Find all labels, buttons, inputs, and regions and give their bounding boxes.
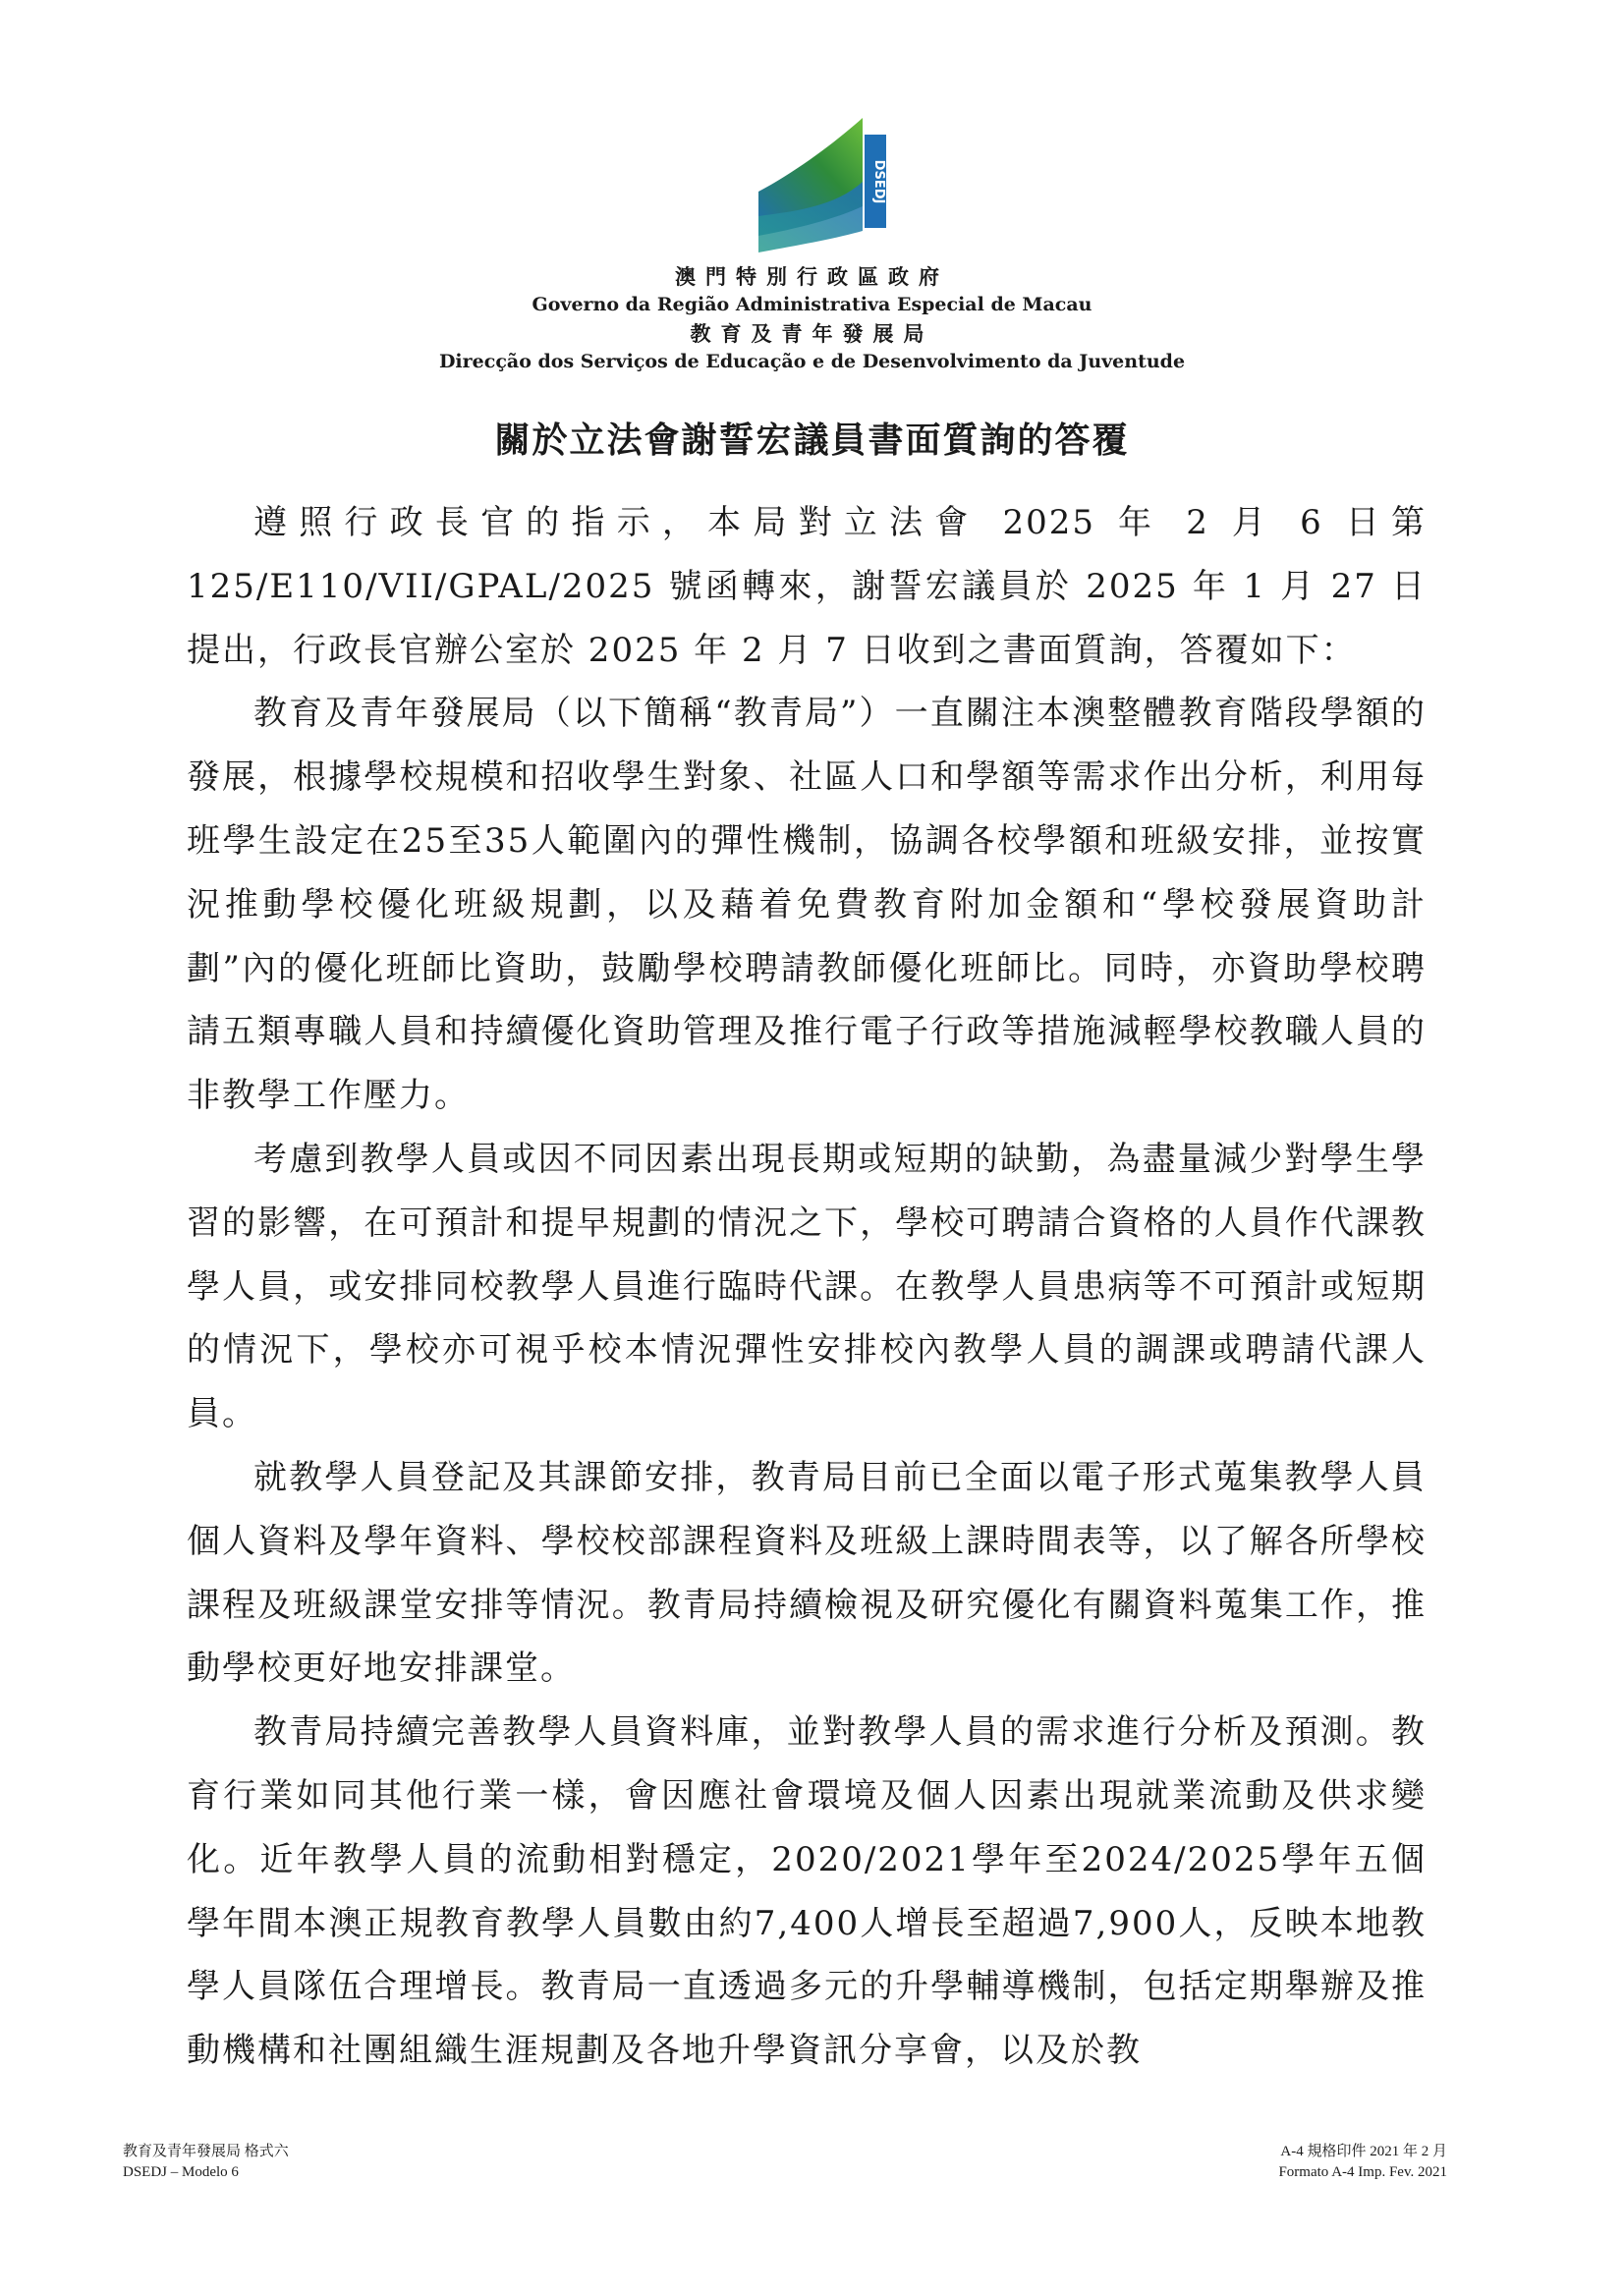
paragraph-substitute-teaching: 考慮到教學人員或因不同因素出現長期或短期的缺勤，為盡量減少對學生學習的影響，在可預計和提早規劃的情況之下，學校可聘請合資格的人員作代課教學人員，或安排同校教學人員進行臨時代課。在教學人員患病等不可預計或短期的情況下，學校亦可視乎校本情況彈性安排校內教學人員的調課或聘請代課人員。 xyxy=(187,1139,1427,1434)
org-name-pt: Governo da Região Administrativa Especial de Macau xyxy=(532,294,1092,315)
footer-form-zh: 教育及青年發展局 格式六 xyxy=(123,2144,289,2159)
footer-format-pt: Formato A-4 Imp. Fev. 2021 xyxy=(1278,2164,1447,2180)
footer-format-zh: A-4 規格印件 2021 年 2 月 xyxy=(1280,2144,1447,2159)
footer-print-format xyxy=(1278,2142,1447,2183)
paragraph-class-arrangement: 教育及青年發展局（以下簡稱“教青局”）一直關注本澳整體教育階段學額的發展，根據學校規模和招收學生對象、社區人口和學額等需求作出分析，利用每班學生設定在25至35人範圍內的彈性機制，協調各校學額和班級安排，並按實況推動學校優化班級規劃，以及藉着免費教育附加金額和“學校發展資助計劃”內的優化班師比資助，鼓勵學校聘請教師優化班師比。同時，亦資助學校聘請五類專職人員和持續優化資助管理及推行電子行政等措施減輕學校教職人員的非教學工作壓力。 xyxy=(187,694,1427,1116)
footer-form-pt: DSEDJ – Modelo 6 xyxy=(123,2164,239,2180)
document-body xyxy=(187,491,1427,2083)
dsedj-logo-icon xyxy=(756,113,889,255)
paragraph-teacher-database: 教青局持續完善教學人員資料庫，並對教學人員的需求進行分析及預測。教育行業如同其他行業一樣，會因應社會環境及個人因素出現就業流動及供求變化。近年教學人員的流動相對穩定，2020/2021學年至2024/2025學年五個學年間本澳正規教育教學人員數由約7,400人增長至超過7,900人，反映本地教學人員隊伍合理增長。教青局一直透過多元的升學輔導機制，包括定期舉辦及推動機構和社團組織生涯規劃及各地升學資訊分享會，以及於教 xyxy=(187,1712,1427,2071)
paragraph-intro: 遵照行政長官的指示，本局對立法會 2025 年 2 月 6 日第 125/E110/VII/GPAL/2025 號函轉來，謝誓宏議員於 2025 年 1 月 27 日提出，行政長官辦公室於 2025 年 2 月 7 日收到之書面質詢，答覆如下： xyxy=(187,503,1427,670)
letterhead xyxy=(0,263,1624,377)
logo-text: DSEDJ xyxy=(871,159,886,204)
dsedj-logo xyxy=(756,113,889,255)
footer-form-id xyxy=(123,2142,289,2183)
org-name-zh: 澳門特別行政區政府 xyxy=(675,264,949,289)
dept-name-pt: Direcção dos Serviços de Educação e de Desenvolvimento da Juventude xyxy=(438,351,1186,372)
document-title: 關於立法會謝誓宏議員書面質詢的答覆 xyxy=(494,420,1130,461)
paragraph-teacher-registration: 就教學人員登記及其課節安排，教青局目前已全面以電子形式蒐集教學人員個人資料及學年資料、學校校部課程資料及班級上課時間表等，以了解各所學校課程及班級課堂安排等情況。教青局持續檢視及研究優化有關資料蒐集工作，推動學校更好地安排課堂。 xyxy=(187,1457,1427,1689)
dept-name-zh: 教育及青年發展局 xyxy=(690,321,934,346)
